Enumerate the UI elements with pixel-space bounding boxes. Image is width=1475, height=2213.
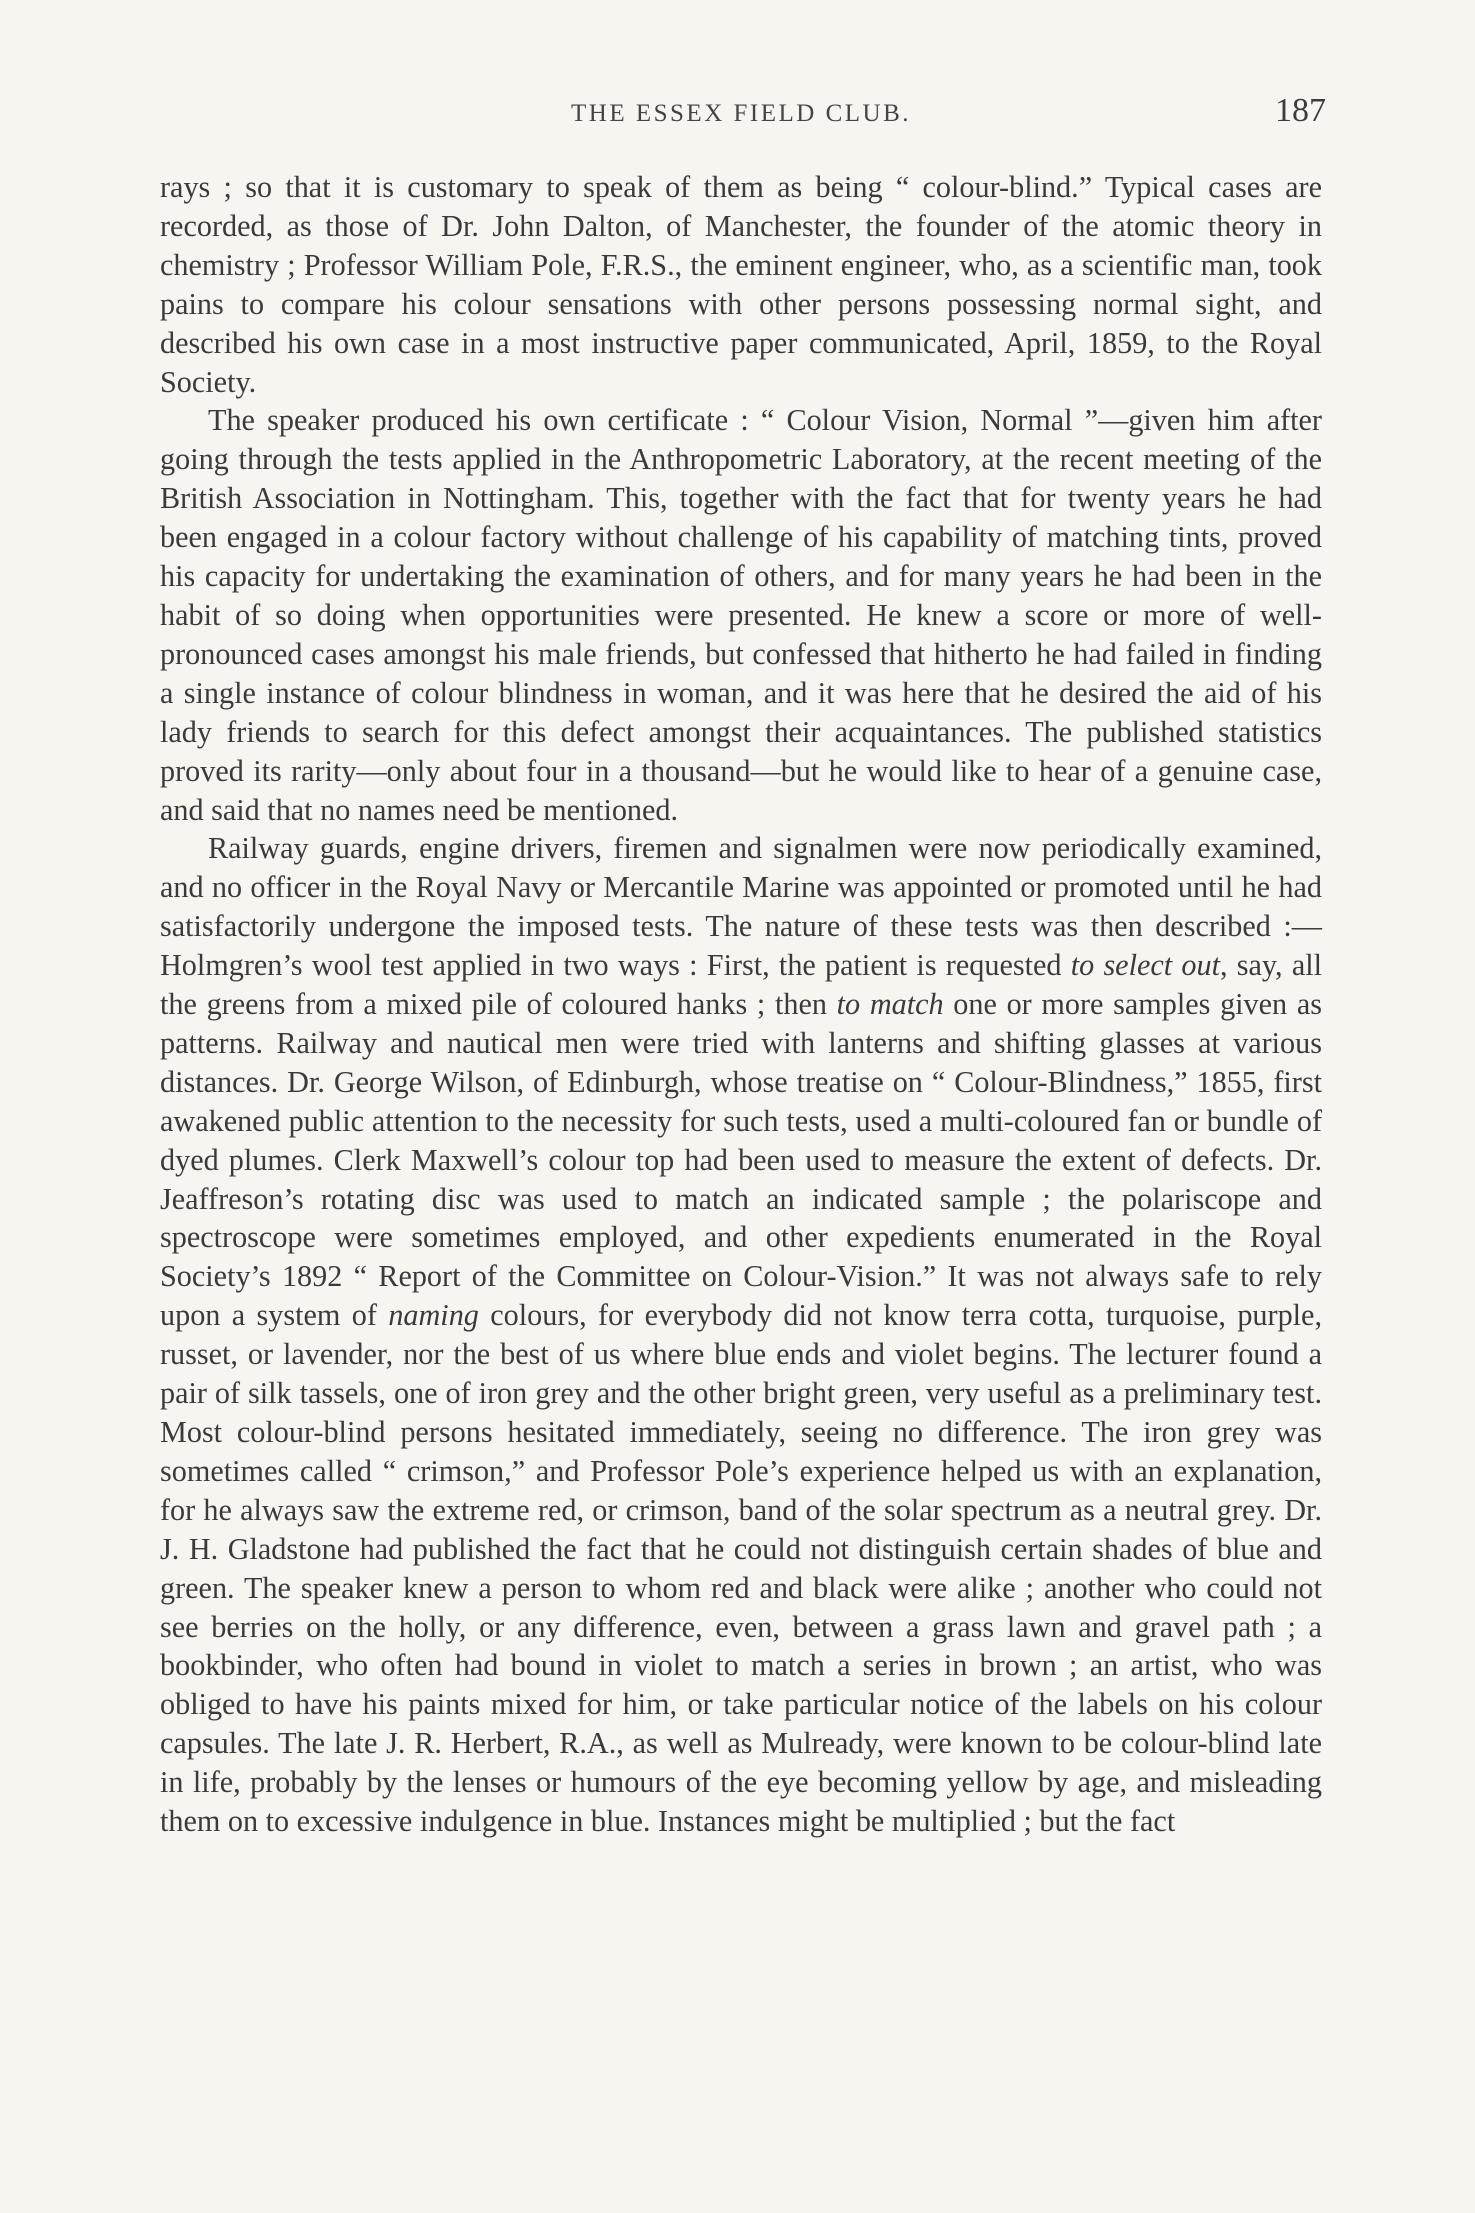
paragraph-text: one or more samples given as patterns. Railway and nautical men were tried with lanterns and shifting glasses at various distances. Dr. George Wilson, of Edinburgh, whose treatise on “ Colour-Blindness,” 1855, first awakened public attention to the necessity for such tests, used a multi-coloured fan or bundle of dyed plumes. Clerk Maxwell’s colour top had been used to measure the extent of defects. Dr. Jeaffreson’s rotating disc was used to match an indicated sample ; the polariscope and spectroscope were sometimes employed, and other expedients enumerated in the Royal Society’s 1892 “ Report of the Committee on Colour-Vision.” It was not always safe to rely upon a system of	[160, 987, 1322, 1333]
running-title: THE ESSEX FIELD CLUB.	[571, 100, 911, 127]
paragraph-text: rays ; so that it is customary to speak of them as being “ colour-blind.” Typical cases are recorded, as those of Dr. John Dalton, of Manchester, the founder of the atomic theory in chemistry ; Professor William Pole, F.R.S., the eminent engineer, who, as a scientific man, took pains to compare his colour sensations with other persons possessing normal sight, and described his own case in a most instructive paper communicated, April, 1859, to the Royal Society.	[160, 170, 1322, 399]
document-page	[160, 92, 1326, 1841]
paragraph-continuation	[160, 168, 1322, 401]
italic-phrase: to match	[836, 987, 944, 1022]
paragraph-text: Railway guards, engine drivers, firemen and signalmen were now periodically examined, and no officer in the Royal Navy or Mercantile Marine was appointed or promoted until he had satisfactorily undergone the imposed tests. The nature of these tests was then described :—Holmgren’s wool test applied in two ways : First, the patient is requested	[160, 831, 1322, 983]
body-text	[160, 168, 1322, 1841]
paragraph-text: , say, all the greens from a mixed pile of coloured hanks ; then	[160, 948, 1323, 1022]
italic-phrase: naming	[388, 1298, 479, 1333]
italic-phrase: to select out	[1070, 948, 1220, 983]
page-number: 187	[1275, 92, 1326, 129]
paragraph-railway-tests	[160, 829, 1322, 1841]
running-header	[160, 92, 1326, 142]
paragraph-text: colours, for everybody did not know terra cotta, turquoise, purple, russet, or lavender, nor the best of us where blue ends and violet begins. The lecturer found a pair of silk tassels, one of iron grey and the other bright green, very useful as a preliminary test. Most colour-blind persons hesitated immediately, seeing no difference. The iron grey was sometimes called “ crimson,” and Professor Pole’s experience helped us with an explanation, for he always saw the extreme red, or crimson, band of the solar spectrum as a neutral grey. Dr. J. H. Gladstone had published the fact that he could not distinguish certain shades of blue and green. The speaker knew a person to whom red and black were alike ; another who could not see berries on the holly, or any difference, even, between a grass lawn and gravel path ; a bookbinder, who often had bound in violet to match a series in brown ; an artist, who was obliged to have his paints mixed for him, or take particular notice of the labels on his colour capsules. The late J. R. Herbert, R.A., as well as Mulready, were known to be colour-blind late in life, probably by the lenses or humours of the eye becoming yellow by age, and misleading them on to excessive indulgence in blue. Instances might be multiplied ; but the fact	[160, 1298, 1323, 1839]
paragraph-text: The speaker produced his own certificate : “ Colour Vision, Normal ”—given him after going through the tests applied in the Anthropometric Laboratory, at the recent meeting of the British Association in Nottingham. This, together with the fact that for twenty years he had been engaged in a colour factory without challenge of his capability of matching tints, proved his capacity for undertaking the examination of others, and for many years he had been in the habit of so doing when opportunities were presented. He knew a score or more of well-pronounced cases amongst his male friends, but confessed that hitherto he had failed in finding a single instance of colour blindness in woman, and it was here that he desired the aid of his lady friends to search for this defect amongst their acquaintances. The published statistics proved its rarity—only about four in a thousand—but he would like to hear of a genuine case, and said that no names need be mentioned.	[160, 403, 1322, 827]
paragraph-certificate	[160, 401, 1322, 829]
